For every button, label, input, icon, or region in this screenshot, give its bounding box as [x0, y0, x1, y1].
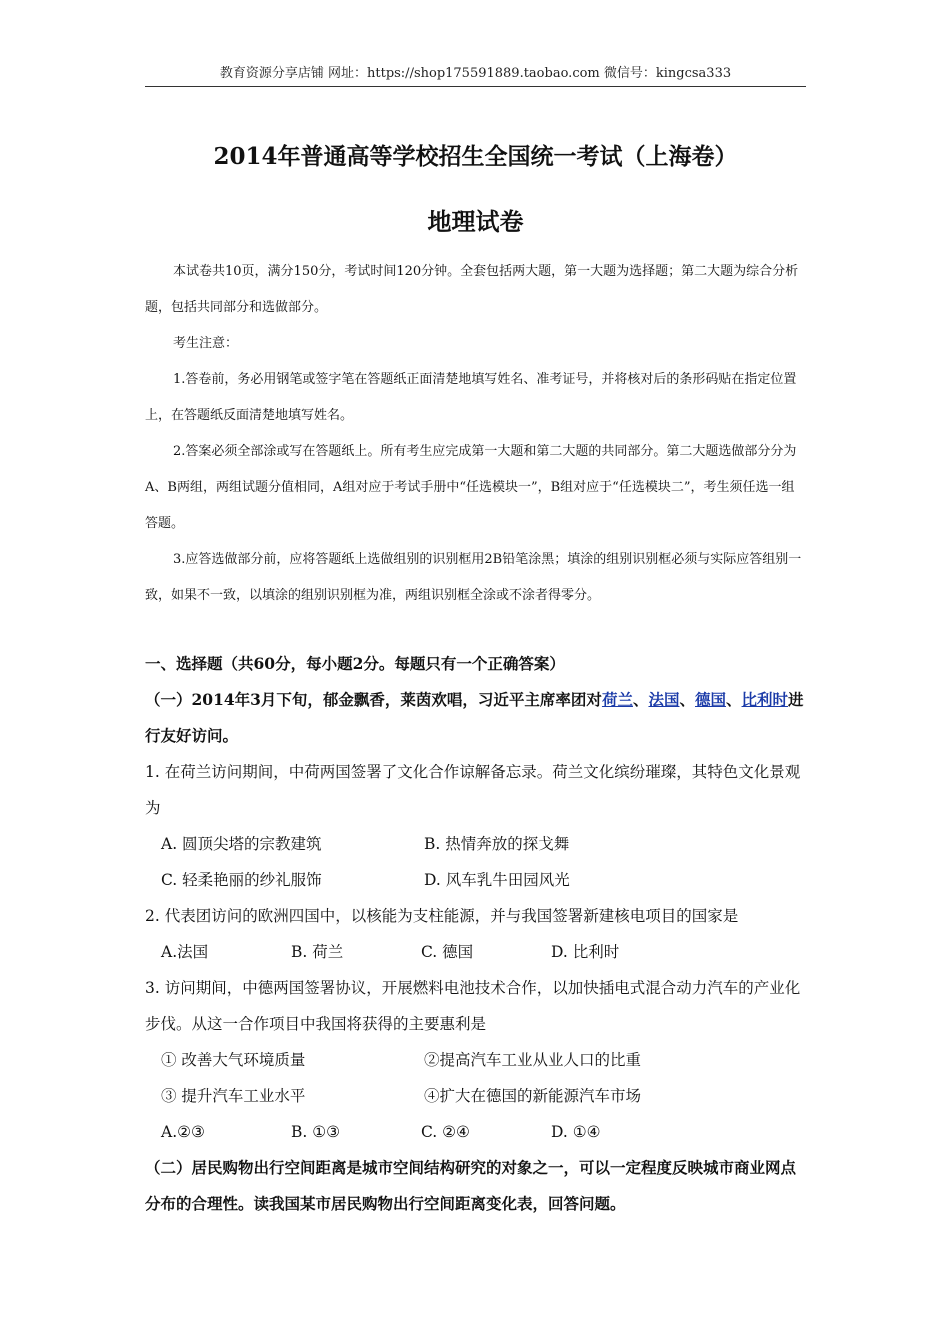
option-d: D. 风车乳牛田园风光	[424, 871, 570, 889]
item-3: ③ 提升汽车工业水平	[161, 1087, 306, 1105]
question-1-stem: 1. 在荷兰访问期间，中荷两国签署了文化合作谅解备忘录。荷兰文化缤纷璀璨，其特色文化景观为	[145, 763, 801, 817]
question-2-options	[145, 934, 806, 970]
option-a: A. 圆顶尖塔的宗教建筑	[161, 835, 322, 853]
separator: 、	[679, 690, 695, 709]
item-4: ④扩大在德国的新能源汽车市场	[424, 1087, 642, 1105]
link-netherlands[interactable]: 荷兰	[601, 690, 633, 709]
link-germany[interactable]: 德国	[695, 690, 727, 709]
exam-title: 2014年普通高等学校招生全国统一考试（上海卷）	[213, 143, 738, 170]
option-c: C. ②④	[421, 1123, 470, 1141]
group-1-prefix: （一）2014年3月下旬，郁金飘香，莱茵欢唱，习近平主席率团对	[145, 690, 602, 709]
separator: 、	[726, 690, 742, 709]
question-3-items-row-1	[145, 1042, 806, 1078]
option-c: C. 轻柔艳丽的纱礼服饰	[161, 871, 322, 889]
section-choice	[145, 646, 806, 1222]
option-b: B. ①③	[291, 1123, 341, 1141]
question-3-options	[145, 1114, 806, 1150]
group-1-intro	[145, 682, 806, 754]
exam-notice	[145, 254, 806, 614]
option-d: D. ①④	[551, 1123, 601, 1141]
option-d: D. 比利时	[551, 943, 620, 961]
question-3-items-row-2	[145, 1078, 806, 1114]
option-c: C. 德国	[421, 943, 474, 961]
group-1-suffix: 进行友好访问。	[145, 690, 804, 745]
option-b: B. 荷兰	[291, 943, 344, 961]
notice-heading: 考生注意：	[173, 336, 239, 351]
link-france[interactable]: 法国	[648, 690, 680, 709]
question-2-stem: 2. 代表团访问的欧洲四国中，以核能为支柱能源，并与我国签署新建核电项目的国家是	[145, 907, 739, 925]
item-1: ① 改善大气环境质量	[161, 1051, 306, 1069]
option-b: B. 热情奔放的探戈舞	[424, 835, 570, 853]
question-1-options-row-1	[145, 826, 806, 862]
item-2: ②提高汽车工业从业人口的比重	[424, 1051, 642, 1069]
link-belgium[interactable]: 比利时	[741, 690, 789, 709]
separator: 、	[632, 690, 649, 709]
question-3-stem: 3. 访问期间，中德两国签署协议，开展燃料电池技术合作，以加快插电式混合动力汽车的产业化步伐。从这一合作项目中我国将获得的主要惠利是	[145, 979, 801, 1033]
option-a: A.②③	[161, 1123, 205, 1141]
option-a: A.法国	[161, 943, 209, 961]
notice-item-1: 1.答卷前，务必用钢笔或签字笔在答题纸正面清楚地填写姓名、准考证号，并将核对后的条形码贴在指定位置上，在答题纸反面清楚地填写姓名。	[145, 372, 797, 423]
notice-item-2: 2.答案必须全部涂或写在答题纸上。所有考生应完成第一大题和第二大题的共同部分。第二大题选做部分分为A、B两组，两组试题分值相同，A组对应于考试手册中“任选模块一”，B组对应于“任选模块二”，考生须任选一组答题。	[145, 444, 797, 531]
question-1-options-row-2	[145, 862, 806, 898]
section-heading: 一、选择题（共60分，每小题2分。每题只有一个正确答案）	[145, 654, 565, 673]
notice-intro: 本试卷共10页，满分150分，考试时间120分钟。全套包括两大题，第一大题为选择题；第二大题为综合分析题，包括共同部分和选做部分。	[145, 264, 799, 315]
group-2-intro: （二）居民购物出行空间距离是城市空间结构研究的对象之一，可以一定程度反映城市商业网点分布的合理性。读我国某市居民购物出行空间距离变化表，回答问题。	[145, 1158, 797, 1213]
page-header: 教育资源分享店铺 网址：https://shop175591889.taobao.com 微信号：kingcsa333	[219, 66, 732, 81]
header-divider	[145, 86, 806, 87]
notice-item-3: 3.应答选做部分前，应将答题纸上选做组别的识别框用2B铅笔涂黑；填涂的组别识别框必须与实际应答组别一致，如果不一致，以填涂的组别识别框为准，两组识别框全涂或不涂者得零分。	[145, 552, 802, 603]
exam-subtitle: 地理试卷	[427, 207, 524, 236]
